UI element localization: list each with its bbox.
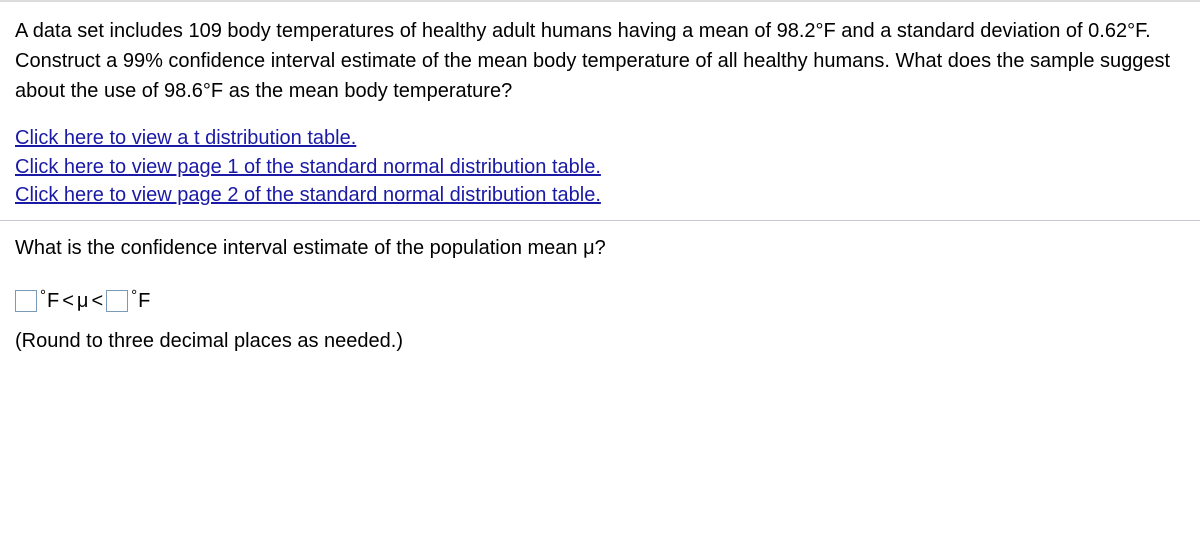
- fahrenheit-unit: F: [138, 289, 151, 312]
- degree-symbol: °: [131, 286, 138, 304]
- upper-bound-unit: [131, 286, 151, 313]
- rounding-hint: (Round to three decimal places as needed.): [15, 330, 404, 352]
- lower-bound-input[interactable]: [15, 290, 37, 312]
- section-divider: [0, 220, 1200, 221]
- standard-normal-table-page1-link[interactable]: Click here to view page 1 of the standard normal distribution table.: [15, 155, 601, 178]
- standard-normal-table-page2-link[interactable]: Click here to view page 2 of the standard normal distribution table.: [15, 184, 601, 206]
- sub-question-prompt: What is the confidence interval estimate of the population mean μ?: [15, 237, 606, 259]
- question-text: A data set includes 109 body temperatures of healthy adult humans having a mean of 98.2°F and a standard deviation of 0.62°F. Construct a 99% confidence interval estimate of the mean body temperature of all healthy humans. What does the sample suggest about the use of 98.6°F as the mean body temperature?: [15, 20, 1171, 102]
- less-than-symbol: <: [91, 289, 104, 312]
- table-links: [15, 124, 601, 210]
- fahrenheit-unit: F: [47, 289, 60, 312]
- lower-bound-unit: [40, 286, 60, 313]
- t-distribution-table-link[interactable]: Click here to view a t distribution table.: [15, 127, 357, 149]
- less-than-symbol: <: [62, 289, 74, 312]
- top-rule: [0, 0, 1200, 2]
- degree-symbol: °: [40, 286, 46, 304]
- confidence-interval-answer-row: [15, 286, 151, 313]
- mu-symbol: μ: [76, 289, 89, 312]
- upper-bound-input[interactable]: [106, 290, 128, 312]
